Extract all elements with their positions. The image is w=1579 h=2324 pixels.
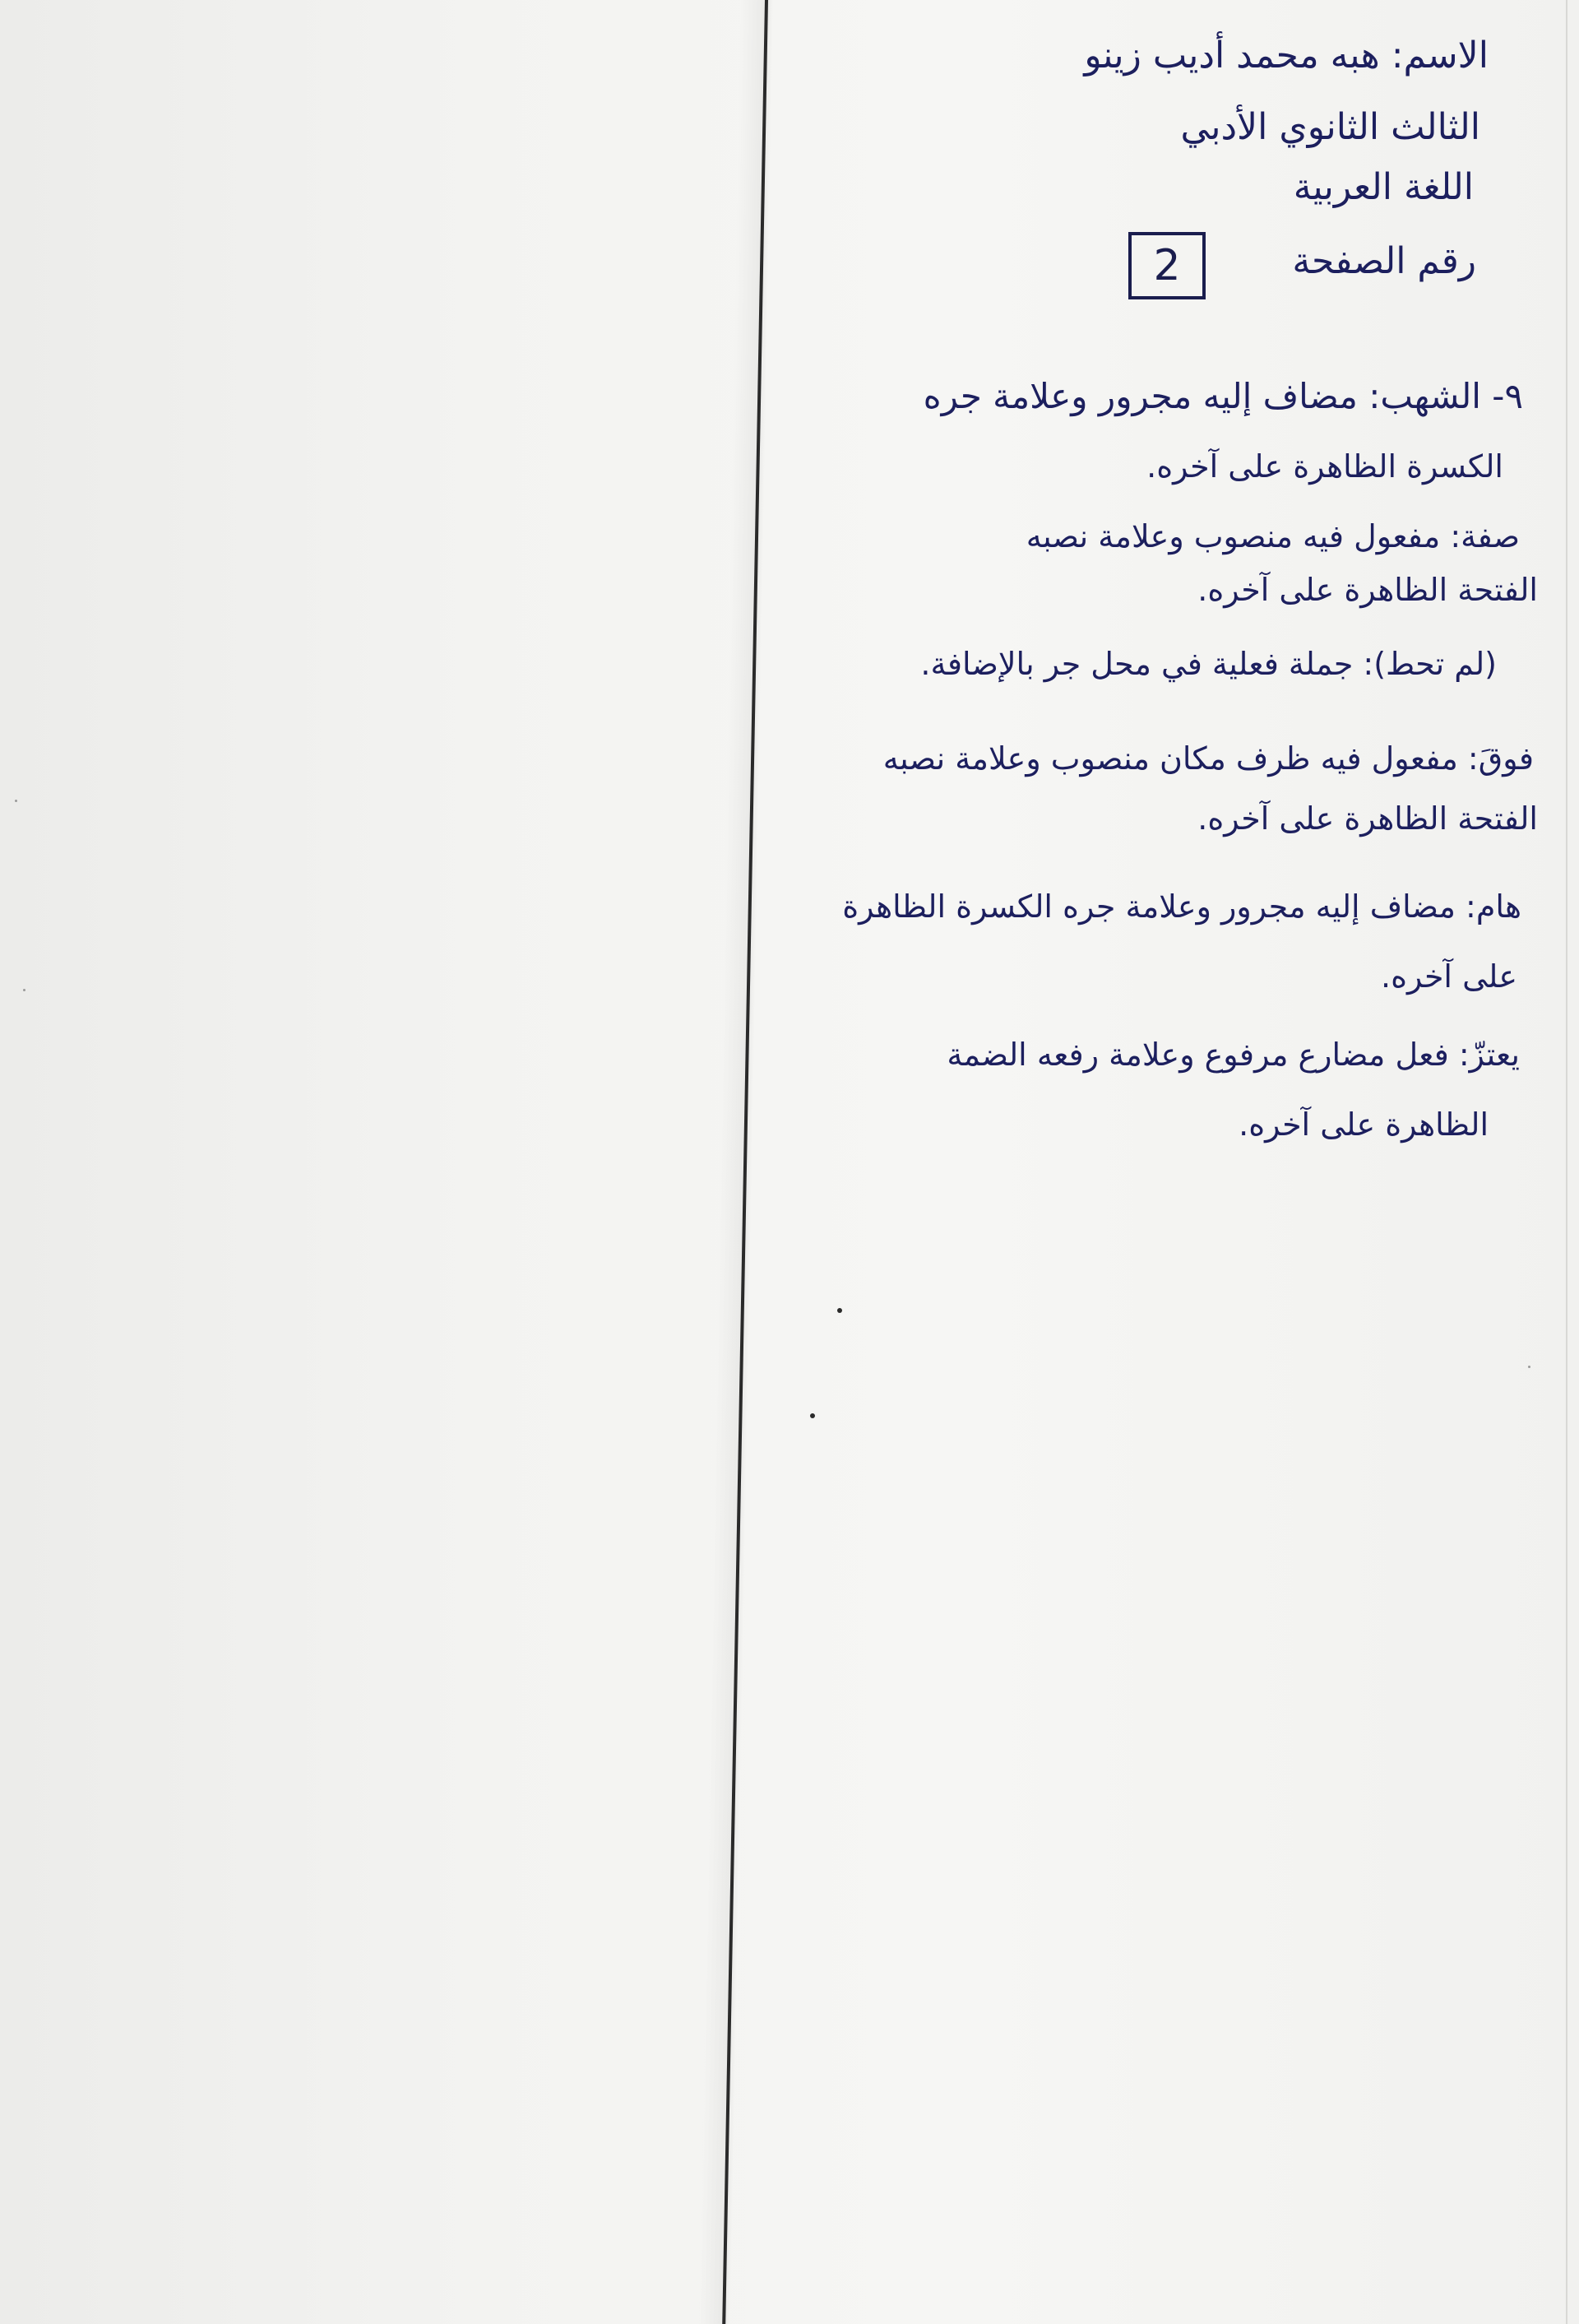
paper-speck — [1528, 1366, 1530, 1368]
answer-4-line-2: الفتحة الظاهرة على آخره. — [1197, 800, 1538, 837]
student-name: الاسم: هبه محمد أديب زينو — [1084, 35, 1489, 77]
subject-title: اللغة العربية — [1293, 166, 1474, 208]
stray-dot — [810, 1413, 815, 1418]
page-number-box — [1128, 232, 1206, 299]
answer-5-line-2: على آخره. — [1380, 958, 1517, 995]
answer-2-line-1: صفة: مفعول فيه منصوب وعلامة نصبه — [1026, 518, 1520, 554]
student-grade: الثالث الثانوي الأدبي — [1180, 106, 1480, 148]
answer-2-line-2: الفتحة الظاهرة على آخره. — [1197, 572, 1538, 608]
answer-1-line-1: ٩- الشهب: مضاف إليه مجرور وعلامة جره — [923, 376, 1523, 416]
answer-3-line-1: (لم تحط): جملة فعلية في محل جر بالإضافة. — [920, 646, 1497, 682]
answer-6-line-1: يعتزّ: فعل مضارع مرفوع وعلامة رفعه الضمة — [947, 1037, 1520, 1073]
page-edge — [1566, 0, 1567, 2324]
paper-speck — [15, 800, 17, 802]
answer-6-line-2: الظاهرة على آخره. — [1239, 1106, 1489, 1143]
answer-4-line-1: فوقَ: مفعول فيه ظرف مكان منصوب وعلامة نصبه — [882, 740, 1534, 777]
page-number-label: رقم الصفحة — [1292, 240, 1476, 282]
answer-5-line-1: هام: مضاف إليه مجرور وعلامة جره الكسرة الظاهرة — [842, 888, 1521, 925]
answer-1-line-2: الكسرة الظاهرة على آخره. — [1146, 448, 1503, 485]
page-number: 2 — [1153, 241, 1181, 290]
paper-speck — [23, 989, 25, 991]
stray-dot — [837, 1308, 842, 1313]
